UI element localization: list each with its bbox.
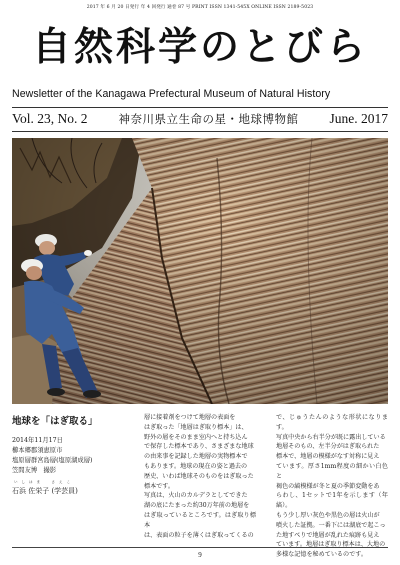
col2-line: 野外の層をそのまま室内へと持ち込ん bbox=[144, 433, 248, 441]
col2-line: はぎ取った「地層はぎ取り標本」は、 bbox=[144, 423, 248, 431]
newsletter-title: 自然科学のとびら bbox=[31, 25, 368, 70]
col3-line: らわし、1セットで1年を示します（年縞）。 bbox=[276, 492, 388, 510]
col3-line: もう少し厚い灰色や黒色の層は火山が bbox=[276, 511, 380, 519]
photo-date: 2014年11月17日 bbox=[12, 437, 63, 444]
col2-line: 標本です。 bbox=[144, 482, 174, 490]
col3-line: た地すべりで地層が乱れた痕跡も見え bbox=[276, 531, 380, 539]
newsletter-subtitle: Newsletter of the Kanagawa Prefectural Museum of Natural History bbox=[12, 88, 331, 100]
photographer: 笠間友博 撮影 bbox=[12, 467, 57, 474]
article bbox=[12, 413, 388, 559]
col3-line: で、じゅうたんのような形状になります。 bbox=[276, 414, 388, 431]
col2-line: 写真は、火山のカルデラとしてできた bbox=[144, 492, 248, 500]
col3-line: 褐色の縞模様が冬と夏の季節変動をあ bbox=[276, 482, 380, 490]
article-caption bbox=[12, 413, 130, 496]
header-rule-top bbox=[12, 107, 388, 108]
col3-line: ています。地層はぎ取り標本は、大地の bbox=[276, 541, 386, 549]
issue-date: June. 2017 bbox=[329, 111, 388, 126]
col3-line: 噴火した証拠。一番下には湖底で起こっ bbox=[276, 521, 386, 529]
issue-line: 2017 年 6 月 20 日発行 年 4 回発行 通巻 87 号 PRINT ISSN 1341-545X ONLINE ISSN 2189-5023 bbox=[86, 5, 314, 10]
col2-line: 歴史、いわば地球そのものをはぎ取った bbox=[144, 472, 254, 480]
col2-line: もあります。地球の現在の姿と過去の bbox=[144, 462, 248, 470]
col2-line: は、表面の粒子を薄くはぎ取ってくるの bbox=[144, 531, 254, 539]
photo-location-1: 櫛本郷郡須恵原市 bbox=[12, 447, 63, 454]
col3-line: ています。厚さ1mm程度の細かい白色と bbox=[276, 462, 388, 480]
author-ruby: いしはま さえこ bbox=[14, 480, 74, 484]
col3-line: 多様な記憶を秘めているのです。 bbox=[276, 551, 367, 559]
col2-line: 湖の底にたまった約30万年前の地層を bbox=[144, 502, 250, 510]
article-column-2 bbox=[144, 413, 256, 540]
photo-location-2: 塩原層群宮島層(塩原湖成層) bbox=[12, 457, 93, 464]
article-author bbox=[12, 480, 130, 496]
col2-line: で保存した標本であり、さまざまな地球 bbox=[144, 443, 254, 451]
col3-line: 標本で、地層の模様がなす対称に見え bbox=[276, 453, 380, 461]
article-column-3 bbox=[276, 413, 388, 560]
volume-number: Vol. 23, No. 2 bbox=[12, 111, 88, 126]
author-name: 石浜 佐栄子 (学芸員) bbox=[12, 487, 78, 495]
col2-line: はぎ取っているところです。はぎ取り標本 bbox=[144, 511, 256, 529]
col3-line: 写真中央から右半分が既に露出している bbox=[276, 433, 386, 441]
cover-photo bbox=[12, 138, 388, 404]
col3-line: 地層そのもの、左半分がはぎ取られた bbox=[276, 443, 380, 451]
article-title: 地球を「はぎ取る」 bbox=[12, 416, 98, 427]
volume-row bbox=[12, 111, 388, 127]
col2-line: 層に接着剤をつけて地層の表面を bbox=[144, 414, 236, 421]
header-rule-bottom bbox=[12, 131, 388, 132]
museum-name: 神奈川県立生命の星・地球博物館 bbox=[118, 112, 299, 126]
col2-line: の由来事を記録した地層の実物標本で bbox=[144, 453, 248, 461]
page-number: 9 bbox=[198, 551, 202, 559]
footer-rule bbox=[12, 547, 388, 548]
strata-outcrop-photo-icon bbox=[12, 138, 388, 404]
